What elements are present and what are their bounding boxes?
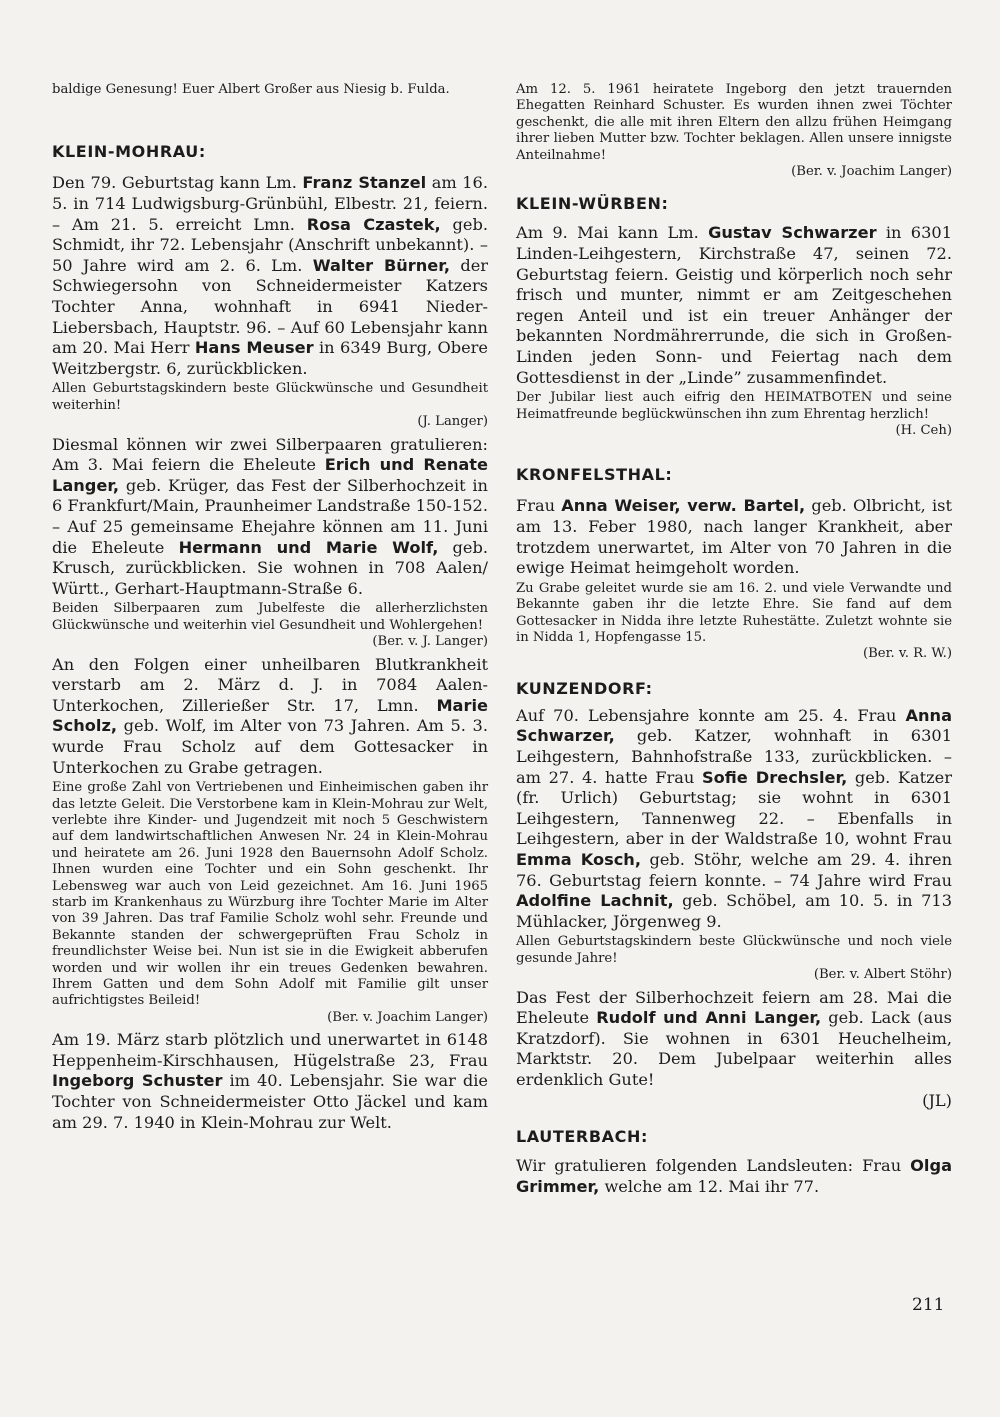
note-birthdays: Allen Geburtstagskindern beste Glückwünsche und Gesundheit weiterhin! (J. Langer) xyxy=(52,381,488,430)
article-weiser: Frau Anna Weiser, verw. Bartel, geb. Olbricht, ist am 13. Feber 1980, nach langer Krankheit, aber trotzdem unerwartet, im Alter von 70 Jahren in die ewige Heimat heimgeholt worden. xyxy=(516,496,952,578)
right-column xyxy=(516,82,952,1197)
note-weiser: Zu Grabe geleitet wurde sie am 16. 2. und viele Verwandte und Bekannte gaben ihr die letzte Ehre. Sie fand auf dem Gottesacker in Nidda ihre letzte Ruhestätte. Zuletzt wohnte sie in Nidda 1, Hopfengasse 15. (Ber. v. R. W.) xyxy=(516,580,952,662)
left-column xyxy=(52,82,488,1133)
article-obituary-scholz: An den Folgen einer unheilbaren Blutkrankheit verstarb am 2. März d. J. in 7084 Aalen-Unterkochen, Zillerießer Str. 17, Lmn. Marie Scholz, geb. Wolf, im Alter von 73 Jahren. Am 5. 3. wurde Frau Scholz auf dem Gottesacker in Unterkochen zu Grabe getragen. xyxy=(52,654,488,777)
article-obituary-schuster: Am 19. März starb plötzlich und unerwartet in 6148 Heppenheim-Kirschhausen, Hügelstraße 23, Frau Ingeborg Schuster im 40. Lebensjahr. Sie war die Tochter von Schneidermeister Otto Jäckel und kam am 29. 7. 1940 in Klein-Mohrau zur Welt. xyxy=(52,1030,488,1132)
heading-klein-wuerben: KLEIN-WÜRBEN: xyxy=(516,194,669,214)
note-obituary-scholz: Eine große Zahl von Vertriebenen und Einheimischen gaben ihr das letzte Geleit. Die Verstorbene kam in Klein-Mohrau zur Welt, verlebte ihre Kinder- und Jugendzeit mit noch 5 Geschwistern auf dem landwirtschaftlichen Anwesen Nr. 24 in Klein-Mohrau und heiratete am 26. Juni 1928 den Bauernsohn Adolf Scholz. Ihnen wurden eine Tochter und ein Sohn geschenkt. Ihr Lebensweg war auch von Leid gezeichnet. Am 16. Juni 1965 starb im Krankenhaus zu Würzburg ihre Tochter Marie im Alter von 39 Jahren. Das traf Familie Scholz wohl sehr. Freunde und Bekannte standen der schwergeprüften Frau Scholz in freundlichster Weise bei. Nun ist sie in die Ewigkeit abberufen worden und wir wollen ihr ein treues Gedenken bewahren. Ihrem Gatten und dem Sohn Adolf mit Familie gilt unser aufrichtigstes Beileid! (Ber. v. Joachim Langer) xyxy=(52,780,488,1025)
article-silver-couples: Diesmal können wir zwei Silberpaaren gratulieren: Am 3. Mai feiern die Eheleute Erich und Renate Langer, geb. Krüger, das Fest der Silberhochzeit in 6 Frankfurt/Main, Praunheimer Landstraße 150-152. – Auf 25 gemeinsame Ehejahre können am 11. Juni die Eheleute Hermann und Marie Wolf, geb. Krusch, zurückblicken. Sie wohnen in 708 Aalen/ Württ., Gerhart-Hauptmann-Straße 6. xyxy=(52,434,489,598)
article-kunzendorf-birthdays: Auf 70. Lebensjahre konnte am 25. 4. Frau Anna Schwarzer, geb. Katzer, wohnhaft in 6301 Leihgestern, Bahnhofstraße 133, zurückblicken. – am 27. 4. hatte Frau Sofie Drechsler, geb. Katzer (fr. Urlich) Geburtstag; sie wohnt in 6301 Leihgestern, Tannenweg 22. – Ebenfalls in Leihgestern, aber in der Waldstraße 10, wohnt Frau Emma Kosch, geb. Stöhr, welche am 29. 4. ihren 76. Geburtstag feiern konnte. – 74 Jahre wird Frau Adolfine Lachnit, geb. Schöbel, am 10. 5. in 713 Mühlacker, Jörgenweg 9. xyxy=(516,705,953,931)
note-schuster-family: Am 12. 5. 1961 heiratete Ingeborg den jetzt trauernden Ehegatten Reinhard Schuster. Es wurden ihnen zwei Töchter geschenkt, die alle mit ihren Eltern den allzu frühen Heimgang ihrer lieben Mutter bzw. Tochter beklagen. Allen unsere innigste Anteilnahme! (Ber. v. Joachim Langer) xyxy=(516,82,952,180)
heading-lauterbach: LAUTERBACH: xyxy=(516,1127,648,1147)
note-schwarzer: Der Jubilar liest auch eifrig den HEIMATBOTEN und seine Heimatfreunde beglückwünschen ihn zum Ehrentag herzlich! (H. Ceh) xyxy=(516,390,952,438)
article-schwarzer: Am 9. Mai kann Lm. Gustav Schwarzer in 6301 Linden-Leihgestern, Kirchstraße 47, seinen 72. Geburtstag feiern. Geistig und körperlich noch sehr frisch und munter, nimmt er am Zeitgeschehen regen Anteil und ist ein treuer Anhänger der bekannten Nordmährerrunde, die sich in Großen-Linden jeden Sonn- und Feiertag nach dem Gottesdienst in der „Linde” zusammenfindet. xyxy=(516,223,953,387)
article-grimmer: Wir gratulieren folgenden Landsleuten: Frau Olga Grimmer, welche am 12. Mai ihr 77. xyxy=(516,1156,952,1196)
article-silver-langer: Das Fest der Silberhochzeit feiern am 28. Mai die Eheleute Rudolf und Anni Langer, geb. Lack (aus Kratzdorf). Sie wohnen in 6301 Heuchelheim, Marktstr. 20. Dem Jubelpaar weiterhin alles erdenklich Gute! (JL) xyxy=(516,987,952,1110)
heading-klein-mohrau: KLEIN-MOHRAU: xyxy=(52,142,206,162)
article-birthdays: Den 79. Geburtstag kann Lm. Franz Stanzel am 16. 5. in 714 Ludwigsburg-Grünbühl, Elbestr. 21, feiern. – Am 21. 5. erreicht Lmn. Rosa Czastek, geb. Schmidt, ihr 72. Lebensjahr (Anschrift unbekannt). – 50 Jahre wird am 2. 6. Lm. Walter Bürner, der Schwiegersohn von Schneidermeister Katzers Tochter Anna, wohnhaft in 6941 Nieder-Liebersbach, Hauptstr. 96. – Auf 60 Lebensjahr kann am 20. Mai Herr Hans Meuser in 6349 Burg, Obere Weitzbergstr. 6, zurückblicken. xyxy=(52,173,489,378)
reporter-credit: (Ber. v. Albert Stöhr) xyxy=(813,967,952,983)
reporter-credit: (JL) xyxy=(922,1090,952,1110)
reporter-credit: (Ber. v. J. Langer) xyxy=(372,634,488,650)
page-number: 211 xyxy=(912,1295,945,1315)
note-silver-couples: Beiden Silberpaaren zum Jubelfeste die allerherzlichsten Glückwünsche und weiterhin viel Gesundheit und Wohlergehen! (Ber. v. J. Langer) xyxy=(52,601,488,650)
note-kunzendorf: Allen Geburtstagskindern beste Glückwünsche und noch viele gesunde Jahre! (Ber. v. Albert Stöhr) xyxy=(516,934,952,983)
reporter-credit: (Ber. v. Joachim Langer) xyxy=(791,164,952,180)
reporter-credit: (Ber. v. Joachim Langer) xyxy=(327,1009,488,1025)
intro-note: baldige Genesung! Euer Albert Großer aus Niesig b. Fulda. xyxy=(52,82,450,97)
reporter-credit: (Ber. v. R. W.) xyxy=(862,646,952,662)
reporter-credit: (J. Langer) xyxy=(417,414,488,430)
heading-kunzendorf: KUNZENDORF: xyxy=(516,678,653,698)
reporter-credit: (H. Ceh) xyxy=(895,423,952,438)
heading-kronfelsthal: KRONFELSTHAL: xyxy=(516,465,673,485)
